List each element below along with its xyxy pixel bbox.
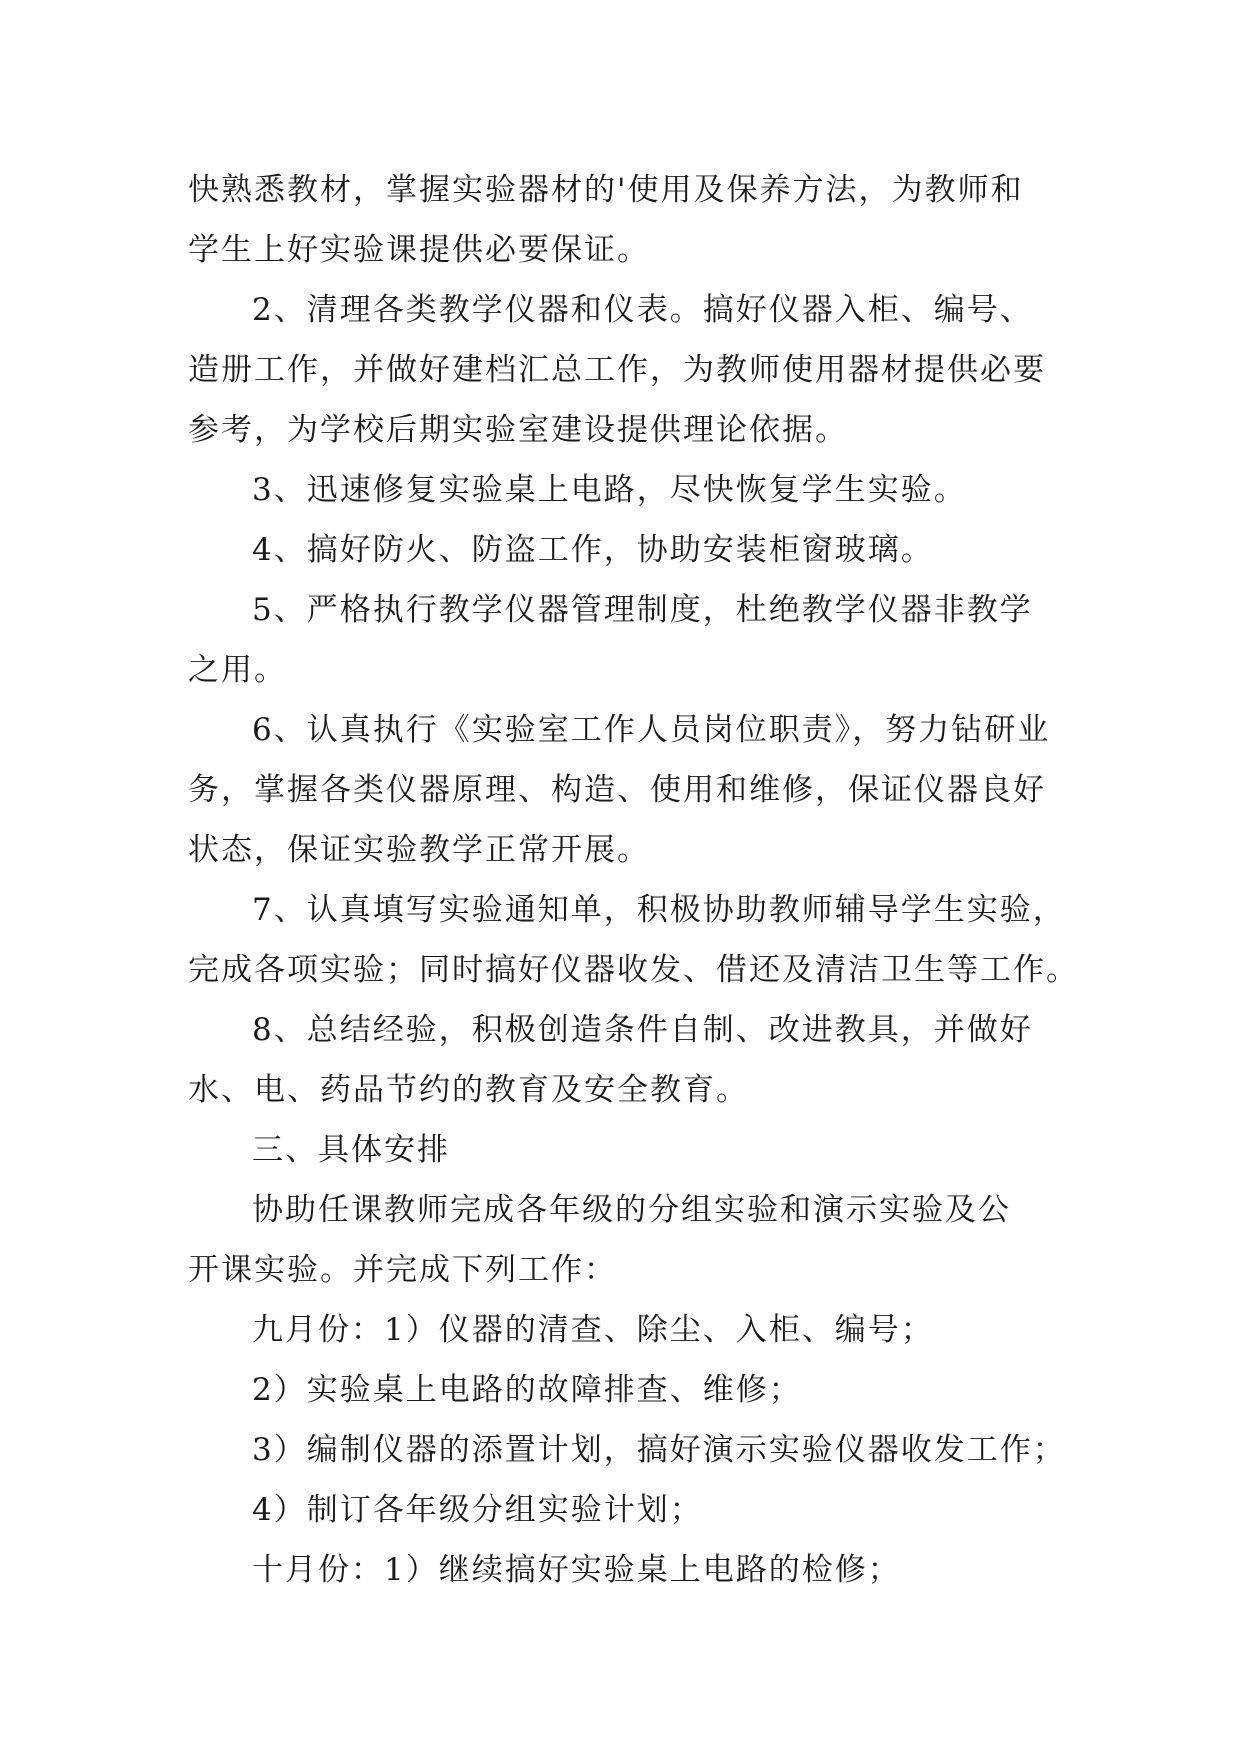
text-line: 协助任课教师完成各年级的分组实验和演示实验及公	[252, 1192, 1011, 1228]
text-line: 6、认真执行《实验室工作人员岗位职责》，努力钻研业	[252, 712, 1051, 748]
section-heading: 三、具体安排	[252, 1132, 450, 1168]
text-line: 3、迅速修复实验桌上电路，尽快恢复学生实验。	[252, 472, 967, 508]
text-line: 2）实验桌上电路的故障排查、维修；	[252, 1372, 802, 1408]
text-line: 4、搞好防火、防盗工作，协助安装柜窗玻璃。	[252, 532, 934, 568]
text-line: 参考，为学校后期实验室建设提供理论依据。	[188, 412, 848, 448]
text-line: 8、总结经验，积极创造条件自制、改进教具，并做好	[252, 1012, 1033, 1048]
text-line: 学生上好实验课提供必要保证。	[188, 232, 650, 268]
text-line: 务，掌握各类仪器原理、构造、使用和维修，保证仪器良好	[188, 772, 1046, 808]
text-line: 完成各项实验；同时搞好仪器收发、借还及清洁卫生等工作。	[188, 952, 1079, 988]
text-line: 7、认真填写实验通知单，积极协助教师辅导学生实验，	[252, 892, 1066, 928]
text-line: 状态，保证实验教学正常开展。	[188, 832, 650, 868]
text-line: 快熟悉教材，掌握实验器材的'使用及保养方法，为教师和	[188, 172, 1024, 208]
text-line: 2、清理各类教学仪器和仪表。搞好仪器入柜、编号、	[252, 292, 1033, 328]
text-line: 造册工作，并做好建档汇总工作，为教师使用器材提供必要	[188, 352, 1046, 388]
text-line: 5、严格执行教学仪器管理制度，杜绝教学仪器非教学	[252, 592, 1033, 628]
text-line: 开课实验。并完成下列工作：	[188, 1252, 617, 1288]
text-line: 之用。	[188, 652, 287, 688]
text-line: 九月份：1）仪器的清查、除尘、入柜、编号；	[252, 1312, 934, 1348]
document-body	[188, 160, 1079, 1600]
text-line: 水、电、药品节约的教育及安全教育。	[188, 1072, 749, 1108]
text-line: 十月份：1）继续搞好实验桌上电路的检修；	[252, 1552, 901, 1588]
text-line: 3）编制仪器的添置计划，搞好演示实验仪器收发工作；	[252, 1432, 1066, 1468]
text-line: 4）制订各年级分组实验计划；	[252, 1492, 703, 1528]
